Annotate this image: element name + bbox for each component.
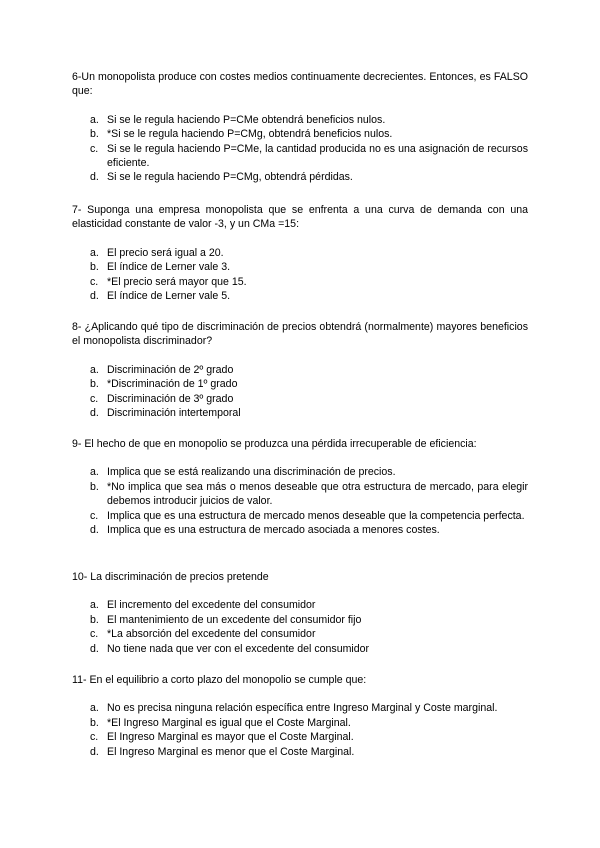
- option-text: Discriminación de 3º grado: [107, 392, 234, 405]
- option-list: [72, 363, 528, 421]
- option-marker: c.: [90, 628, 99, 641]
- question-stem: 8- ¿Aplicando qué tipo de discriminación de precios obtendrá (normalmente) mayores beneficios el monopolista discriminador?: [72, 321, 528, 348]
- question-9: [72, 437, 528, 537]
- option-text: El mantenimiento de un excedente del consumidor fijo: [107, 613, 362, 626]
- option-marker: a.: [90, 246, 99, 259]
- option-marker: b.: [90, 261, 99, 274]
- question-stem: 7- Suponga una empresa monopolista que se enfrenta a una curva de demanda con una elasticidad constante de valor -3, y un CMa =15:: [72, 204, 528, 231]
- question-7: [72, 203, 528, 303]
- option-marker: a.: [90, 599, 99, 612]
- question-11: [72, 673, 528, 759]
- option-item: [72, 289, 528, 303]
- option-item: [72, 246, 528, 260]
- option-list: [72, 246, 528, 304]
- option-marker: b.: [90, 613, 99, 626]
- option-item: [72, 730, 528, 744]
- option-text: Implica que se está realizando una discriminación de precios.: [107, 466, 396, 479]
- option-item: [72, 170, 528, 184]
- option-text: *No implica que sea más o menos deseable que otra estructura de mercado, para elegir debemos introducir juicios de valor.: [107, 480, 528, 508]
- option-item: [72, 127, 528, 141]
- option-text: *El Ingreso Marginal es igual que el Coste Marginal.: [107, 716, 351, 729]
- option-text: *La absorción del excedente del consumidor: [107, 628, 316, 641]
- option-marker: a.: [90, 363, 99, 376]
- option-item: [72, 142, 528, 171]
- option-text: Implica que es una estructura de mercado menos deseable que la competencia perfecta.: [107, 509, 525, 522]
- option-text: El índice de Lerner vale 3.: [107, 261, 231, 274]
- option-marker: d.: [90, 745, 99, 758]
- question-stem: 9- El hecho de que en monopolio se produzca una pérdida irrecuperable de eficiencia:: [72, 438, 477, 450]
- option-text: El índice de Lerner vale 5.: [107, 290, 231, 303]
- option-marker: b.: [90, 128, 99, 141]
- option-text: No es precisa ninguna relación específica entre Ingreso Marginal y Coste marginal.: [107, 702, 498, 715]
- option-marker: d.: [90, 290, 99, 303]
- option-item: [72, 701, 528, 715]
- option-text: El incremento del excedente del consumidor: [107, 599, 316, 612]
- option-text: Implica que es una estructura de mercado asociada a menores costes.: [107, 524, 440, 537]
- option-item: [72, 275, 528, 289]
- option-item: [72, 113, 528, 127]
- option-text: No tiene nada que ver con el excedente del consumidor: [107, 642, 370, 655]
- option-marker: d.: [90, 524, 99, 537]
- option-marker: a.: [90, 466, 99, 479]
- option-item: [72, 509, 528, 523]
- option-list: [72, 598, 528, 656]
- option-text: El precio será igual a 20.: [107, 246, 224, 259]
- option-item: [72, 392, 528, 406]
- option-item: [72, 260, 528, 274]
- question-stem: 6-Un monopolista produce con costes medios continuamente decrecientes. Entonces, es FALSO que:: [72, 71, 528, 98]
- option-marker: b.: [90, 716, 99, 729]
- option-marker: d.: [90, 642, 99, 655]
- option-item: [72, 523, 528, 537]
- option-item: [72, 745, 528, 759]
- option-item: [72, 406, 528, 420]
- option-text: Discriminación intertemporal: [107, 407, 241, 420]
- option-marker: d.: [90, 171, 99, 184]
- option-item: [72, 465, 528, 479]
- question-stem: 11- En el equilibrio a corto plazo del monopolio se cumple que:: [72, 674, 367, 686]
- option-item: [72, 598, 528, 612]
- option-marker: c.: [90, 392, 99, 405]
- question-stem: 10- La discriminación de precios pretende: [72, 571, 269, 583]
- option-item: [72, 613, 528, 627]
- option-item: [72, 716, 528, 730]
- option-marker: c.: [90, 731, 99, 744]
- option-text: Si se le regula haciendo P=CMe obtendrá beneficios nulos.: [107, 113, 386, 126]
- option-text: El Ingreso Marginal es mayor que el Coste Marginal.: [107, 731, 354, 744]
- option-marker: c.: [90, 142, 99, 155]
- option-marker: b.: [90, 480, 99, 493]
- option-list: [72, 113, 528, 185]
- option-marker: b.: [90, 378, 99, 391]
- option-item: [72, 377, 528, 391]
- question-8: [72, 320, 528, 420]
- option-marker: a.: [90, 113, 99, 126]
- option-list: [72, 465, 528, 537]
- option-marker: a.: [90, 702, 99, 715]
- option-text: *Si se le regula haciendo P=CMg, obtendrá beneficios nulos.: [107, 128, 393, 141]
- option-marker: c.: [90, 275, 99, 288]
- option-text: Si se le regula haciendo P=CMg, obtendrá pérdidas.: [107, 171, 353, 184]
- option-item: [72, 480, 528, 509]
- option-item: [72, 627, 528, 641]
- option-text: El Ingreso Marginal es menor que el Coste Marginal.: [107, 745, 355, 758]
- option-list: [72, 701, 528, 759]
- option-text: *Discriminación de 1º grado: [107, 378, 238, 391]
- option-item: [72, 642, 528, 656]
- option-item: [72, 363, 528, 377]
- question-6: [72, 70, 528, 185]
- option-text: Si se le regula haciendo P=CMe, la cantidad producida no es una asignación de recursos eficiente.: [107, 142, 528, 170]
- question-10: [72, 570, 528, 656]
- option-marker: d.: [90, 407, 99, 420]
- option-marker: c.: [90, 509, 99, 522]
- option-text: Discriminación de 2º grado: [107, 363, 234, 376]
- option-text: *El precio será mayor que 15.: [107, 275, 247, 288]
